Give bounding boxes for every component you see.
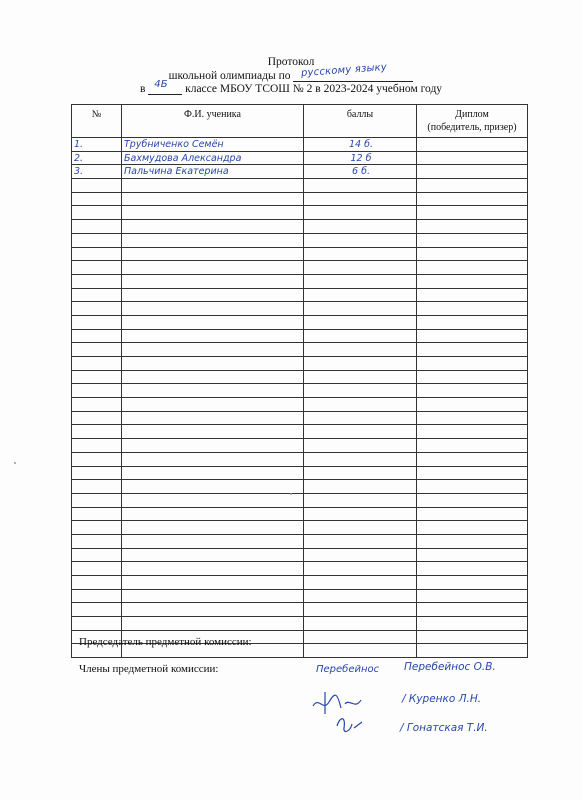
table-row-empty [72,480,528,494]
empty-cell [122,206,304,220]
table-row-empty [72,562,528,576]
empty-cell [417,452,528,466]
student-name: Трубниченко Семён [122,138,304,152]
empty-cell [304,603,417,617]
empty-cell [122,220,304,234]
table-row [72,151,528,165]
empty-cell [417,562,528,576]
empty-cell [72,466,122,480]
class-handwritten: 4Б [154,79,168,90]
empty-cell [417,576,528,590]
empty-cell [122,179,304,193]
col-header-diploma [417,105,528,138]
empty-cell [122,603,304,617]
empty-cell [304,562,417,576]
scan-speck [290,493,292,495]
signature-member-1-name: / Куренко Л.Н. [402,693,482,705]
table-row-empty [72,315,528,329]
table-row-empty [72,603,528,617]
table-row-empty [72,357,528,371]
scan-speck [14,462,16,464]
member-2-text: Гонатская Т.И. [406,722,488,734]
empty-cell [122,439,304,453]
empty-cell [122,302,304,316]
table-row-empty [72,466,528,480]
empty-cell [72,370,122,384]
empty-cell [304,274,417,288]
empty-cell [122,247,304,261]
table-row-empty [72,384,528,398]
empty-cell [72,562,122,576]
subject-line-prefix: школьной олимпиады по [168,70,291,82]
empty-cell [417,480,528,494]
empty-cell [304,548,417,562]
table-row [72,138,528,152]
table-row-empty [72,329,528,343]
empty-cell [304,576,417,590]
empty-cell [304,370,417,384]
empty-cell [122,261,304,275]
empty-cell [417,439,528,453]
subject-blank [293,62,413,82]
table-row-empty [72,261,528,275]
table-row-empty [72,548,528,562]
table-row-empty [72,370,528,384]
signature-member-2-name: / Гонатская Т.И. [400,722,488,734]
table-row-empty [72,179,528,193]
student-name: Пальчина Екатерина [122,165,304,179]
empty-cell [122,521,304,535]
empty-cell [417,206,528,220]
empty-cell [122,398,304,412]
empty-cell [417,247,528,261]
empty-cell [417,261,528,275]
empty-cell [304,302,417,316]
empty-cell [72,589,122,603]
empty-cell [72,288,122,302]
table-row-empty [72,507,528,521]
empty-cell [304,644,417,658]
empty-cell [72,507,122,521]
table-row-empty [72,302,528,316]
table-row-empty [72,521,528,535]
table-body [72,138,528,658]
empty-cell [72,233,122,247]
members-label: Члены предметной комиссии: [79,663,219,675]
empty-cell [72,206,122,220]
empty-cell [417,548,528,562]
empty-cell [72,480,122,494]
empty-cell [304,179,417,193]
empty-cell [417,343,528,357]
student-score: 6 б. [304,165,417,179]
empty-cell [122,411,304,425]
diploma-header-line2: (победитель, призер) [427,122,517,133]
empty-cell [304,206,417,220]
empty-cell [304,480,417,494]
signature-chair-scribble: Перебейнос [316,664,380,675]
empty-cell [72,617,122,631]
empty-cell [122,425,304,439]
class-blank [148,79,182,95]
empty-cell [304,411,417,425]
empty-cell [304,452,417,466]
table-row-empty [72,247,528,261]
empty-cell [72,548,122,562]
empty-cell [417,644,528,658]
member-signature-scribble-2 [334,714,364,736]
table-row-empty [72,192,528,206]
empty-cell [122,466,304,480]
empty-cell [417,302,528,316]
empty-cell [122,589,304,603]
empty-cell [417,411,528,425]
empty-cell [122,315,304,329]
empty-cell [304,507,417,521]
table-row-empty [72,343,528,357]
table-row [72,165,528,179]
member-1-text: Куренко Л.Н. [408,693,482,705]
empty-cell [417,315,528,329]
empty-cell [417,589,528,603]
signature-chair-name: Перебейнос О.В. [404,661,496,673]
empty-cell [417,179,528,193]
empty-cell [304,192,417,206]
empty-cell [417,384,528,398]
empty-cell [417,507,528,521]
class-line-suffix: классе МБОУ ТСОШ № 2 в 2023-2024 учебном году [185,83,443,95]
empty-cell [122,493,304,507]
empty-cell [72,425,122,439]
empty-cell [304,357,417,371]
empty-cell [417,192,528,206]
empty-cell [417,493,528,507]
empty-cell [304,220,417,234]
empty-cell [72,315,122,329]
student-score: 14 б. [304,138,417,152]
empty-cell [122,357,304,371]
empty-cell [417,288,528,302]
student-diploma [417,165,528,179]
empty-cell [304,329,417,343]
empty-cell [72,302,122,316]
empty-cell [72,384,122,398]
empty-cell [122,233,304,247]
table-row-empty [72,576,528,590]
empty-cell [304,288,417,302]
row-number: 3. [72,165,122,179]
empty-cell [122,192,304,206]
empty-cell [72,192,122,206]
empty-cell [72,357,122,371]
empty-cell [72,534,122,548]
table-row-empty [72,288,528,302]
empty-cell [304,534,417,548]
empty-cell [417,425,528,439]
row-number: 1. [72,138,122,152]
subject-handwritten: русскому языку [301,62,388,79]
empty-cell [122,274,304,288]
empty-cell [417,329,528,343]
empty-cell [122,480,304,494]
empty-cell [304,617,417,631]
empty-cell [122,384,304,398]
student-name: Бахмудова Александра [122,151,304,165]
empty-cell [72,247,122,261]
empty-cell [122,507,304,521]
empty-cell [304,630,417,644]
empty-cell [304,521,417,535]
col-header-score: баллы [304,105,417,138]
table-row-empty [72,452,528,466]
empty-cell [122,343,304,357]
table-row-empty [72,206,528,220]
table-row-empty [72,398,528,412]
empty-cell [122,288,304,302]
table-row-empty [72,439,528,453]
empty-cell [417,357,528,371]
empty-cell [304,261,417,275]
empty-cell [304,425,417,439]
empty-cell [417,233,528,247]
empty-cell [304,247,417,261]
results-table [71,104,528,658]
empty-cell [72,521,122,535]
class-line-prefix: в [139,83,146,95]
row-number: 2. [72,151,122,165]
empty-cell [122,548,304,562]
empty-cell [417,630,528,644]
empty-cell [122,617,304,631]
empty-cell [72,439,122,453]
protocol-title: Протокол [267,56,315,68]
empty-cell [304,233,417,247]
empty-cell [417,603,528,617]
empty-cell [417,274,528,288]
table-row-empty [72,425,528,439]
empty-cell [417,220,528,234]
empty-cell [72,261,122,275]
table-row-empty [72,274,528,288]
table-row-empty [72,411,528,425]
empty-cell [304,384,417,398]
empty-cell [72,452,122,466]
empty-cell [72,576,122,590]
table-row-empty [72,220,528,234]
empty-cell [304,398,417,412]
col-header-number: № [72,105,122,138]
empty-cell [304,589,417,603]
empty-cell [122,562,304,576]
empty-cell [304,466,417,480]
empty-cell [72,411,122,425]
empty-cell [72,220,122,234]
empty-cell [304,439,417,453]
empty-cell [417,521,528,535]
empty-cell [417,466,528,480]
table-row-empty [72,493,528,507]
empty-cell [304,493,417,507]
empty-cell [304,343,417,357]
table-row-empty [72,233,528,247]
empty-cell [72,274,122,288]
empty-cell [417,617,528,631]
empty-cell [122,370,304,384]
empty-cell [72,329,122,343]
chair-label: Председатель предметной комиссии: [79,636,252,648]
empty-cell [417,370,528,384]
empty-cell [417,534,528,548]
table-header-row [72,105,528,138]
empty-cell [122,534,304,548]
table-row-empty [72,534,528,548]
empty-cell [122,576,304,590]
student-score: 12 б [304,151,417,165]
empty-cell [72,398,122,412]
empty-cell [72,343,122,357]
table-row-empty [72,617,528,631]
student-diploma [417,151,528,165]
student-diploma [417,138,528,152]
empty-cell [72,603,122,617]
diploma-header-line1: Диплом [455,109,489,120]
empty-cell [304,315,417,329]
table-row-empty [72,589,528,603]
empty-cell [417,398,528,412]
empty-cell [122,452,304,466]
empty-cell [122,329,304,343]
empty-cell [72,493,122,507]
empty-cell [72,179,122,193]
col-header-name: Ф.И. ученика [122,105,304,138]
class-line [0,79,582,95]
